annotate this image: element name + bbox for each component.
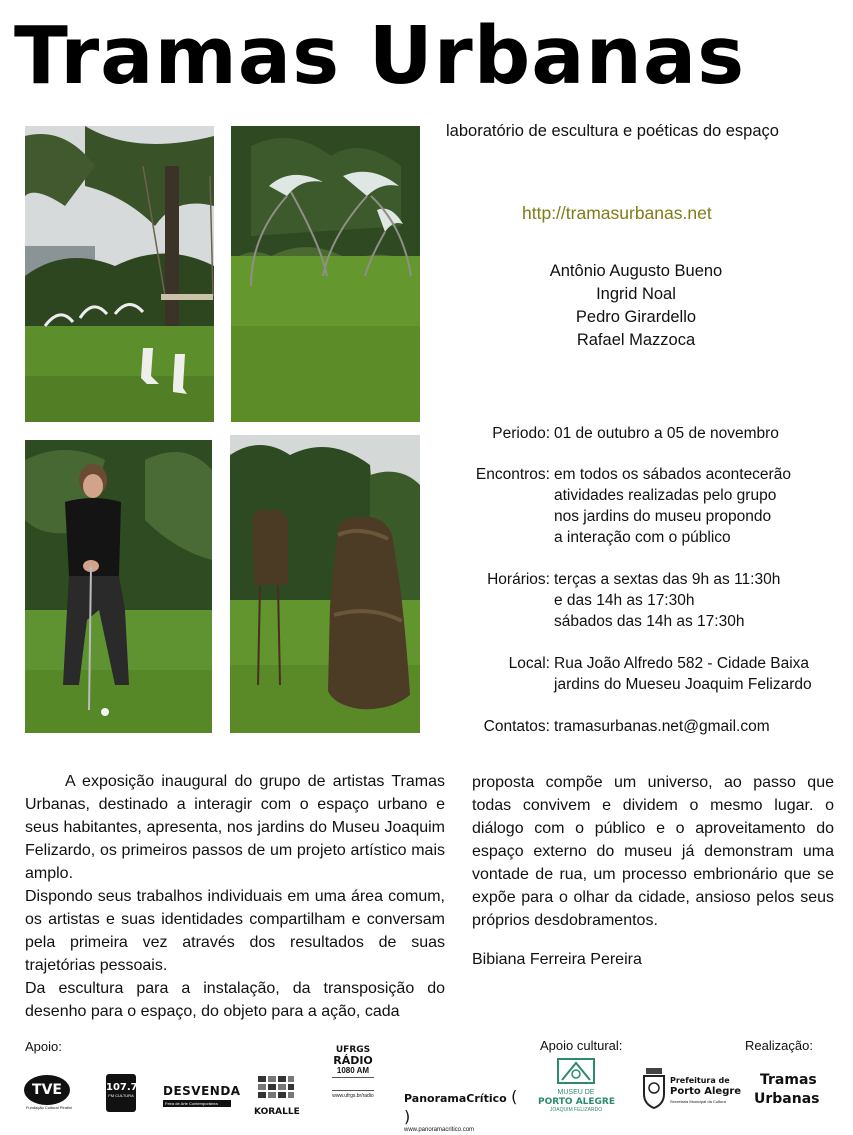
tramas-urbanas-logo: Tramas Urbanas [754,1072,820,1107]
info-value: sábados das 14h as 17:30h [554,613,745,630]
poster-subtitle: laboratório de escultura e poéticas do espaço [446,122,779,140]
info-value: jardins do Mueseu Joaquim Felizardo [554,676,812,693]
info-value: em todos os sábados acontecerão [554,466,791,483]
desvenda-logo: DESVENDA Feira de Arte Contemporânea [163,1084,241,1106]
apoio-cultural-label: Apoio cultural: [540,1038,623,1053]
info-value: 01 de outubro a 05 de novembro [554,425,779,442]
artist-name: Ingrid Noal [596,285,676,303]
text-paragraph: A exposição inaugural do grupo de artistas Tramas Urbanas, destinado a interagir com o espaço urbano e seus habitantes, apresenta, nos jardins do Museu Joaquim Felizardo, os primeiros passos de um projeto artístico mais amplo. [25,773,445,882]
info-encontros [0,464,853,548]
tve-logo: TVE Fundação Cultural Piratini [24,1075,74,1115]
apoio-label: Apoio: [25,1039,62,1054]
photo-tree-swing [25,126,214,422]
photo-wire-sculptures [231,126,420,422]
museu-porto-alegre-logo: MUSEU DE PORTO ALEGRE JOAQUIM FELIZARDO [538,1058,614,1114]
koralle-logo: KORALLE [254,1074,298,1114]
info-label: Horários: [487,571,550,588]
panorama-critico-logo: PanoramaCrítico ( ) www.panoramacritico.com [404,1087,518,1133]
prefeitura-porto-alegre-logo: Prefeitura de Porto Alegre Secretaria Municipal da Cultura [642,1066,734,1114]
info-label: Local: [508,655,550,672]
realizacao-label: Realização: [745,1038,813,1053]
museum-building-icon [557,1058,595,1084]
info-value: e das 14h as 17:30h [554,592,695,609]
fm-cultura-logo: 107.7 FM CULTURA [106,1074,136,1112]
info-value: atividades realizadas pelo grupo [554,487,777,504]
artists-list [500,260,772,352]
artist-name: Antônio Augusto Bueno [549,262,723,280]
info-horarios [0,569,853,632]
text-column-right [472,771,834,932]
info-label: Periodo: [492,425,550,442]
info-label: Encontros: [475,466,550,483]
text-paragraph: Dispondo seus trabalhos individuais em uma área comum, os artistas e suas identidades compartilham e conversam pela primeira vez através dos resultados de suas trajetórias pessoais. [25,888,445,974]
info-periodo [0,423,853,444]
ufrgs-radio-logo: UFRGS RÁDIO 1080 AM www.ufrgs.br/radio [332,1045,374,1099]
coat-of-arms-icon [642,1066,666,1110]
author-signature: Bibiana Ferreira Pereira [472,951,642,968]
contact-email[interactable]: tramasurbanas.net@gmail.com [554,718,770,735]
info-contatos [0,716,853,737]
koralle-grid-icon [254,1074,298,1102]
artist-name: Pedro Girardello [575,308,697,326]
info-local [0,653,853,695]
text-column-left [25,770,445,1023]
poster-title: Tramas Urbanas [14,10,746,102]
info-value: terças a sextas das 9h as 11:30h [554,571,781,588]
info-value: a interação com o público [554,529,731,546]
text-paragraph: Da escultura para a instalação, da transposição do desenho para o espaço, do objeto para a ação, cada [25,980,445,1020]
website-link[interactable]: http://tramasurbanas.net [522,203,712,223]
artist-name: Rafael Mazzoca [576,331,696,349]
info-label: Contatos: [483,718,550,735]
info-value: nos jardins do museu propondo [554,508,772,525]
info-value: Rua João Alfredo 582 - Cidade Baixa [554,655,810,672]
text-paragraph: proposta compõe um universo, ao passo que todas convivem e dividem o mesmo lugar. o diálogo com o público e o aproveitamento do espaço externo do museu já demonstram uma vontade de rua, um processo embrionário que se expõe para o olhar da cidade, ansioso pelos seus próprios desdobramentos. [472,774,834,929]
